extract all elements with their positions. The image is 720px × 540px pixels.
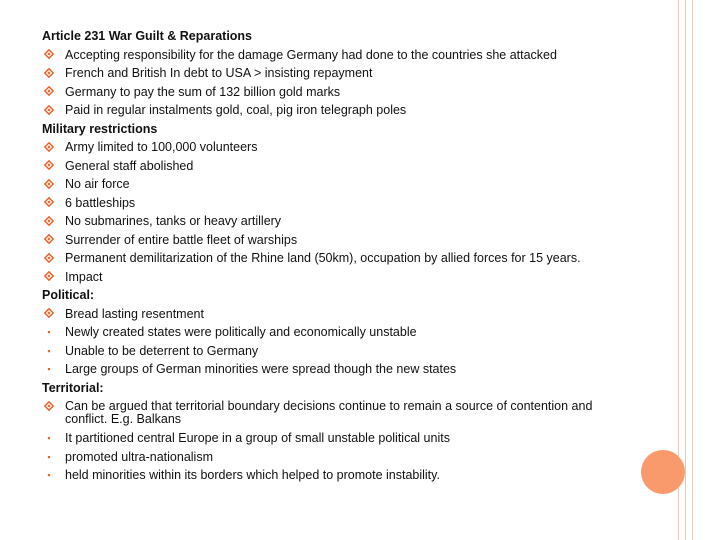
- list-item: [42, 157, 622, 176]
- list-item: [42, 249, 622, 268]
- list-item: [42, 429, 622, 448]
- list-item-text: Accepting responsibility for the damage Germany had done to the countries she attacked: [65, 47, 557, 62]
- diamond-bullet-icon: [43, 212, 55, 231]
- list-item: [42, 46, 622, 65]
- dot-bullet-icon: ▪: [47, 345, 51, 356]
- list-item: [42, 101, 622, 120]
- list-item-text: Bread lasting resentment: [65, 306, 204, 321]
- diamond-bullet-icon: [43, 249, 55, 268]
- list-item-text: Surrender of entire battle fleet of warships: [65, 232, 298, 247]
- list-item: [42, 466, 622, 485]
- diamond-bullet-icon: [43, 46, 55, 65]
- list-item: [42, 268, 622, 287]
- diamond-bullet-icon: [43, 305, 55, 324]
- dot-bullet-icon: ▪: [47, 364, 51, 374]
- list-item: [42, 64, 622, 83]
- list-item-text: It partitioned central Europe in a group of small unstable political units: [65, 431, 450, 445]
- list-item-text: French and British In debt to USA > insisting repayment: [65, 66, 373, 80]
- section-heading: Military restrictions: [42, 121, 158, 136]
- list-item: [42, 400, 622, 426]
- diamond-bullet-icon: [43, 231, 55, 250]
- list-item-text: Paid in regular instalments gold, coal, pig iron telegraph poles: [65, 103, 407, 117]
- list-item-text: Permanent demilitarization of the Rhine land (50km), occupation by allied forces for 15 years.: [65, 251, 581, 265]
- section-heading: Political:: [42, 288, 95, 302]
- diamond-bullet-icon: [43, 175, 55, 194]
- list-item: [42, 212, 622, 231]
- list-item-text: Germany to pay the sum of 132 billion gold marks: [65, 84, 341, 99]
- list-item: [42, 175, 622, 194]
- list-item-text: held minorities within its borders which helped to promote instability.: [65, 468, 440, 482]
- list-item-text: 6 battleships: [65, 195, 136, 210]
- list-item: [42, 342, 622, 361]
- list-item: [42, 231, 622, 250]
- list-item-text: No air force: [65, 177, 130, 191]
- list-item: [42, 305, 622, 324]
- list-item-text: Unable to be deterrent to Germany: [65, 343, 259, 358]
- slide-content: [42, 27, 622, 485]
- list-item-text: Army limited to 100,000 volunteers: [65, 140, 258, 154]
- dot-bullet-icon: ▪: [47, 433, 51, 443]
- diamond-bullet-icon: [43, 83, 55, 102]
- diamond-bullet-icon: [43, 157, 55, 176]
- list-item: [42, 138, 622, 157]
- diamond-bullet-icon: [43, 268, 55, 287]
- diamond-bullet-icon: [43, 194, 55, 213]
- list-item: [42, 194, 622, 213]
- diamond-bullet-icon: [43, 64, 55, 83]
- dot-bullet-icon: ▪: [47, 327, 51, 337]
- dot-bullet-icon: ▪: [47, 470, 51, 480]
- list-item-text: promoted ultra-nationalism: [65, 449, 213, 464]
- list-item: [42, 83, 622, 102]
- list-item-text: Can be argued that territorial boundary decisions continue to remain a source of contention and conflict. E.g. Balkans: [65, 399, 593, 426]
- diamond-bullet-icon: [43, 138, 55, 157]
- diamond-bullet-icon: [43, 400, 55, 413]
- list-item: [42, 448, 622, 467]
- section-heading: Territorial:: [42, 380, 104, 395]
- list-item-text: Impact: [65, 269, 103, 284]
- list-item-text: Newly created states were politically and economically unstable: [65, 325, 417, 339]
- diamond-bullet-icon: [43, 101, 55, 120]
- list-item-text: General staff abolished: [65, 158, 194, 173]
- list-item: [42, 360, 622, 379]
- list-item-text: No submarines, tanks or heavy artillery: [65, 214, 282, 228]
- list-item: [42, 323, 622, 342]
- border-line: [692, 0, 693, 540]
- dot-bullet-icon: ▪: [47, 451, 51, 462]
- list-item-text: Large groups of German minorities were spread though the new states: [65, 362, 457, 376]
- border-line: [685, 0, 686, 540]
- decorative-circle: [641, 450, 685, 494]
- section-heading: Article 231 War Guilt & Reparations: [42, 29, 253, 43]
